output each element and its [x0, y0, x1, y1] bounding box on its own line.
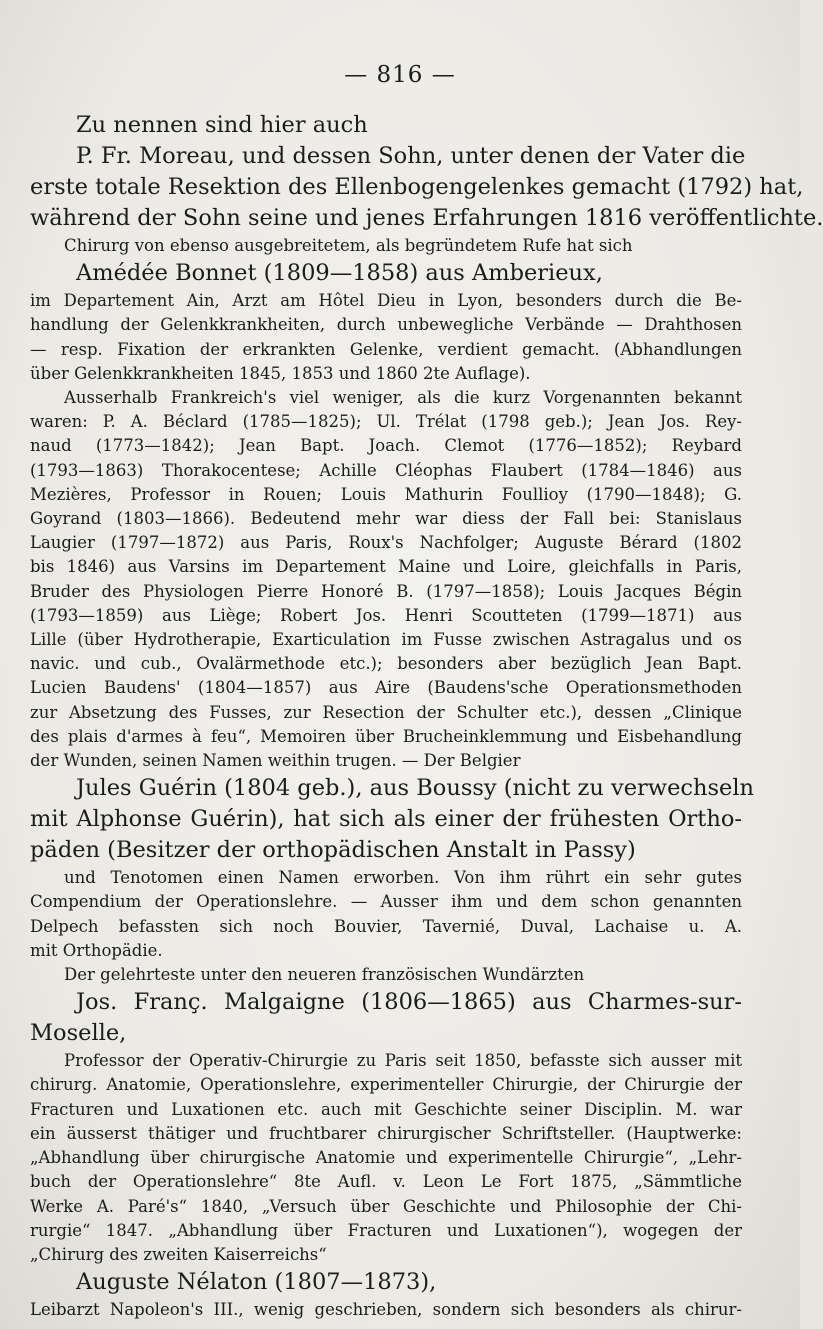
text-line: handlung der Gelenkkrankheiten, durch unbewegliche Verbände — Drahthosen: [30, 315, 742, 335]
text-line: zur Absetzung des Fusses, zur Resection der Schulter etc.), dessen „Clinique: [30, 702, 742, 722]
text-line: chirurg. Anatomie, Operationslehre, experimenteller Chirurgie, der Chirurgie der: [30, 1075, 742, 1095]
text-line: Bruder des Physiologen Pierre Honoré B. (1797—1858); Louis Jacques Bégin: [30, 581, 742, 601]
text-line: waren: P. A. Béclard (1785—1825); Ul. Trélat (1798 geb.); Jean Jos. Rey-: [30, 412, 742, 432]
text-line: mit Alphonse Guérin), hat sich als einer der frühesten Ortho-: [30, 806, 742, 833]
text-line: Laugier (1797—1872) aus Paris, Roux's Nachfolger; Auguste Bérard (1802: [30, 533, 742, 553]
text-line: und Tenotomen einen Namen erworben. Von ihm rührt ein sehr gutes: [64, 868, 742, 888]
text-line: (1793—1863) Thorakocentese; Achille Cléophas Flaubert (1784—1846) aus: [30, 460, 742, 480]
text-line: Jules Guérin (1804 geb.), aus Boussy (nicht zu verwechseln: [76, 775, 755, 802]
text-line: buch der Operationslehre“ 8te Aufl. v. Leon Le Fort 1875, „Sämmtliche: [30, 1172, 742, 1192]
text-line: Fracturen und Luxationen etc. auch mit Geschichte seiner Disciplin. M. war: [30, 1099, 742, 1119]
text-line: über Gelenkkrankheiten 1845, 1853 und 1860 2te Auflage).: [30, 363, 531, 383]
text-line: rurgie“ 1847. „Abhandlung über Fracturen und Luxationen“), wogegen der: [30, 1220, 742, 1240]
text-line: Compendium der Operationslehre. — Ausser ihm und dem schon genannten: [30, 892, 742, 912]
page-body: [30, 110, 823, 1322]
text-line: Auguste Nélaton (1807—1873),: [76, 1269, 437, 1296]
text-line: während der Sohn seine und jenes Erfahrungen 1816 veröffentlichte.: [30, 205, 823, 231]
page-number: — 816 —: [344, 62, 456, 88]
text-line: „Chirurg des zweiten Kaiserreichs“: [30, 1244, 327, 1264]
text-line: Delpech befassten sich noch Bouvier, Tavernié, Duval, Lachaise u. A.: [30, 916, 742, 936]
text-line: Professor der Operativ-Chirurgie zu Paris seit 1850, befasste sich ausser mit: [64, 1051, 742, 1071]
text-line: Lucien Baudens' (1804—1857) aus Aire (Baudens'sche Operationsmethoden: [30, 678, 742, 698]
text-line: Goyrand (1803—1866). Bedeutend mehr war diess der Fall bei: Stanislaus: [30, 509, 742, 529]
text-line: Leibarzt Napoleon's III., wenig geschrieben, sondern sich besonders als chirur-: [30, 1300, 742, 1320]
text-line: mit Orthopädie.: [30, 940, 163, 960]
text-line: Jos. Franç. Malgaigne (1806—1865) aus Charmes-sur-: [76, 989, 742, 1016]
text-line: navic. und cub., Ovalärmethode etc.); besonders aber bezüglich Jean Bapt.: [30, 654, 742, 674]
text-line: des plais d'armes à feu“, Memoiren über Brucheinklemmung und Eisbehandlung: [30, 726, 742, 746]
text-line: — resp. Fixation der erkrankten Gelenke, verdient gemacht. (Abhandlungen: [30, 339, 742, 359]
text-line: im Departement Ain, Arzt am Hôtel Dieu in Lyon, besonders durch die Be-: [30, 291, 742, 311]
text-line: (1793—1859) aus Liège; Robert Jos. Henri Scoutteten (1799—1871) aus: [30, 605, 742, 625]
text-line: bis 1846) aus Varsins im Departement Maine und Loire, gleichfalls in Paris,: [30, 557, 742, 577]
text-line: ein äusserst thätiger und fruchtbarer chirurgischer Schriftsteller. (Hauptwerke:: [30, 1123, 742, 1143]
text-line: Mezières, Professor in Rouen; Louis Mathurin Foullioy (1790—1848); G.: [30, 484, 742, 504]
text-line: päden (Besitzer der orthopädischen Anstalt in Passy): [30, 837, 636, 864]
text-line: naud (1773—1842); Jean Bapt. Joach. Clemot (1776—1852); Reybard: [30, 436, 742, 456]
text-line: Lille (über Hydrotherapie, Exarticulation im Fusse zwischen Astragalus und os: [30, 630, 742, 650]
text-line: Der gelehrteste unter den neueren französischen Wundärzten: [64, 965, 585, 985]
text-line: P. Fr. Moreau, und dessen Sohn, unter denen der Vater die: [76, 143, 746, 169]
text-line: Moselle,: [30, 1020, 127, 1047]
text-line: erste totale Resektion des Ellenbogengelenkes gemacht (1792) hat,: [30, 174, 804, 200]
text-line: der Wunden, seinen Namen weithin trugen. — Der Belgier: [30, 751, 521, 771]
text-line: „Abhandlung über chirurgische Anatomie und experimentelle Chirurgie“, „Lehr-: [30, 1148, 742, 1168]
text-line: Chirurg von ebenso ausgebreitetem, als begründetem Rufe hat sich: [64, 236, 633, 255]
text-line: Amédée Bonnet (1809—1858) aus Amberieux,: [76, 260, 603, 287]
text-line: Zu nennen sind hier auch: [76, 112, 368, 138]
text-line: Ausserhalb Frankreich's viel weniger, als die kurz Vorgenannten bekannt: [64, 388, 742, 408]
text-line: Werke A. Paré's“ 1840, „Versuch über Geschichte und Philosophie der Chi-: [30, 1196, 742, 1216]
